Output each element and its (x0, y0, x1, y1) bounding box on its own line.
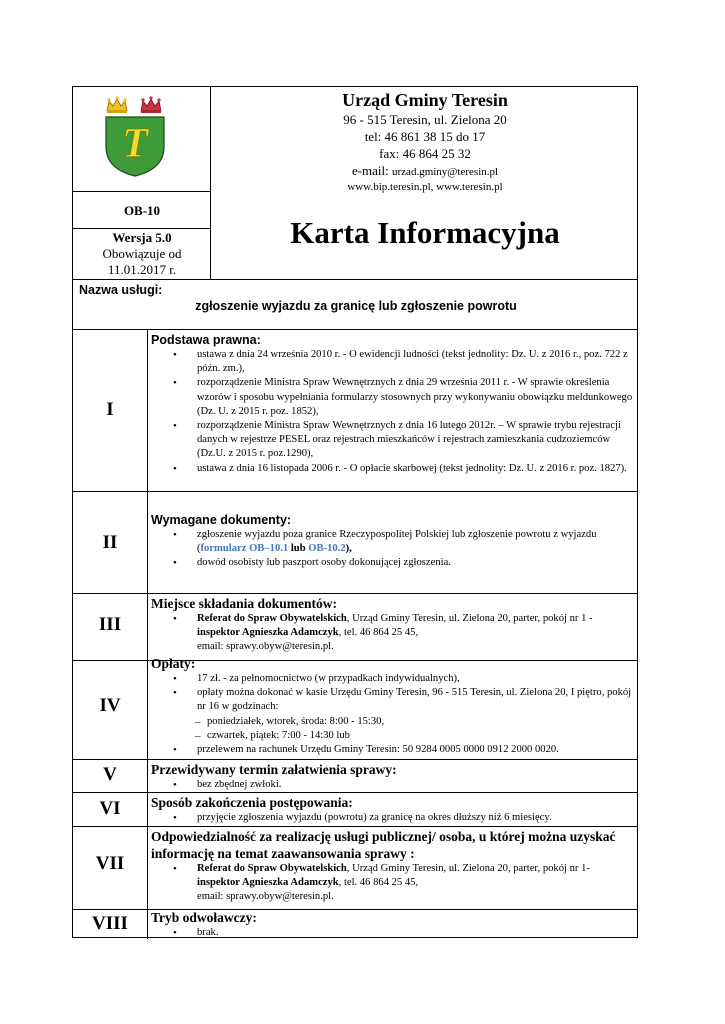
list-item: • dowód osobisty lub paszport osoby dokonującej zgłoszenia. (151, 556, 635, 570)
grid-line (73, 759, 637, 760)
list-item: • brak. (151, 926, 635, 940)
section-submission-place (151, 595, 635, 655)
section-numeral: I (106, 399, 114, 420)
section-numeral: III (98, 614, 122, 635)
email-label: e-mail: (351, 163, 389, 178)
grid-line (73, 593, 637, 594)
service-name: zgłoszenie wyjazdu za granicę lub zgłoszenie powrotu (195, 299, 517, 313)
valid-from-line1: Obowiązuje od (102, 246, 182, 261)
grid-line (73, 191, 211, 192)
municipality-crest-icon (101, 95, 169, 177)
grid-line (73, 329, 637, 330)
list-item (151, 862, 635, 905)
office-name: Urząd Gminy Teresin (342, 90, 508, 110)
section-processing-time (151, 761, 635, 792)
section-numeral: II (102, 532, 118, 553)
card-code: OB-10 (123, 203, 161, 218)
list-item (151, 612, 635, 655)
section-title: Opłaty: (151, 656, 196, 671)
office-location: , Urząd Gminy Teresin, ul. Zielona 20, parter, pokój nr 1 - (346, 613, 593, 624)
inspector-name: inspektor Agnieszka Adamczyk (197, 877, 339, 889)
info-card (72, 86, 638, 938)
form-link-ob-10-2[interactable]: OB-10.2 (308, 543, 346, 555)
service-label: Nazwa usługi: (79, 283, 163, 297)
contact-phone: , tel. 46 864 25 45, (338, 627, 419, 639)
item-end: ), (345, 543, 352, 555)
hours-item: – poniedziałek, wtorek, środa: 8:00 - 15:30, (151, 715, 635, 729)
section-numeral: V (103, 764, 117, 785)
section-title: Przewidywany termin załatwienia sprawy: (151, 762, 397, 777)
section-numeral: VI (99, 798, 121, 819)
office-header (211, 89, 639, 195)
section-legal-basis (151, 333, 635, 476)
inspector-name: inspektor Agnieszka Adamczyk (197, 627, 339, 639)
list-item: • rozporządzenie Ministra Spraw Wewnętrznych z dnia 29 września 2011 r. - W sprawie określenia wzorów i sposobu wypełniania formularzy stosownych przy wykonywaniu obowiązku meldunkowego (Dz. U. z 2015 r. poz. 1852), (151, 376, 635, 419)
contact-email[interactable]: email: sprawy.obyw@teresin.pl. (197, 641, 334, 653)
crown-left-icon (107, 96, 127, 113)
contact-phone: , tel. 46 864 25 45, (338, 877, 419, 889)
card-version-block (73, 230, 211, 278)
office-location: , Urząd Gminy Teresin, ul. Zielona 20, parter, pokój nr 1- (346, 863, 590, 874)
section-required-documents (151, 513, 635, 571)
grid-line (73, 826, 637, 827)
contact-email[interactable]: email: sprawy.obyw@teresin.pl. (197, 891, 334, 903)
grid-line (73, 491, 637, 492)
form-separator: lub (288, 543, 309, 555)
list-item: • przelewem na rachunek Urzędu Gminy Teresin: 50 9284 0005 0000 0912 2000 0020. (151, 743, 635, 757)
section-appeal-procedure (151, 909, 635, 940)
office-email[interactable]: urzad.gminy@teresin.pl (392, 166, 499, 178)
section-title: Miejsce składania dokumentów: (151, 596, 338, 611)
list-item: • przyjęcie zgłoszenia wyjazdu (powrotu) za granicę na okres dłuższy niż 6 miesięcy. (151, 811, 635, 825)
section-title: Wymagane dokumenty: (151, 513, 292, 527)
valid-from-line2: 11.01.2017 r. (107, 262, 177, 277)
section-completion-method (151, 794, 635, 825)
list-item: • ustawa z dnia 16 listopada 2006 r. - O opłacie skarbowej (tekst jednolity: Dz. U. z 2016 r. poz. 1827). (151, 462, 635, 476)
section-title: Tryb odwoławczy: (151, 910, 257, 925)
office-unit: Referat do Spraw Obywatelskich (197, 863, 347, 874)
section-title: Podstawa prawna: (151, 333, 261, 347)
list-item (151, 528, 635, 556)
list-item: • bez zbędnej zwłoki. (151, 778, 635, 792)
card-title: Karta Informacyjna (290, 215, 560, 250)
section-title: Odpowiedzialność za realizację usługi publicznej/ osoba, u której można uzyskać informację na temat zaawansowania sprawy : (151, 829, 616, 861)
list-item: • opłaty można dokonać w kasie Urzędu Gminy Teresin, 96 - 515 Teresin, ul. Zielona 20, I piętro, pokój nr 16 w godzinach: (151, 686, 635, 714)
section-title: Sposób zakończenia postępowania: (151, 795, 353, 810)
grid-line (147, 329, 148, 939)
list-item: • ustawa z dnia 24 września 2010 r. - O ewidencji ludności (tekst jednolity: Dz. U. z 2016 r., poz. 722 z późn. zm.), (151, 348, 635, 376)
office-email-line (211, 162, 639, 180)
crest-letter: T (122, 121, 148, 167)
list-item: • 17 zł. - za pełnomocnictwo (w przypadkach indywidualnych), (151, 672, 635, 686)
section-numeral: VII (95, 853, 125, 874)
office-address: 96 - 515 Teresin, ul. Zielona 20 (343, 112, 507, 127)
office-websites[interactable]: www.bip.teresin.pl, www.teresin.pl (347, 181, 503, 193)
grid-line (73, 228, 211, 229)
grid-line (73, 279, 637, 280)
office-fax: fax: 46 864 25 32 (379, 146, 471, 161)
office-unit: Referat do Spraw Obywatelskich (197, 613, 347, 624)
crown-right-icon (141, 96, 161, 113)
item-text: zgłoszenie wyjazdu poza granice Rzeczypospolitej Polskiej lub zgłoszenie powrotu z wyjazdu ( (197, 529, 597, 555)
hours-item: – czwartek, piątek: 7:00 - 14:30 lub (151, 729, 635, 743)
section-numeral: VIII (92, 913, 128, 934)
card-version: Wersja 5.0 (112, 230, 172, 245)
section-responsibility (151, 828, 635, 905)
list-item: • rozporządzenie Ministra Spraw Wewnętrznych z dnia 16 lutego 2012r. – W sprawie trybu rejestracji danych w rejestrze PESEL oraz rejestrach mieszkańców i rejestrach zamieszkania cudzoziemców (Dz.U. z 2015 r. poz.1290), (151, 419, 635, 462)
office-phone: tel: 46 861 38 15 do 17 (364, 129, 486, 144)
form-link-ob-10-1[interactable]: formularz OB–10.1 (200, 543, 289, 555)
section-fees (151, 655, 635, 757)
section-numeral: IV (99, 695, 121, 716)
